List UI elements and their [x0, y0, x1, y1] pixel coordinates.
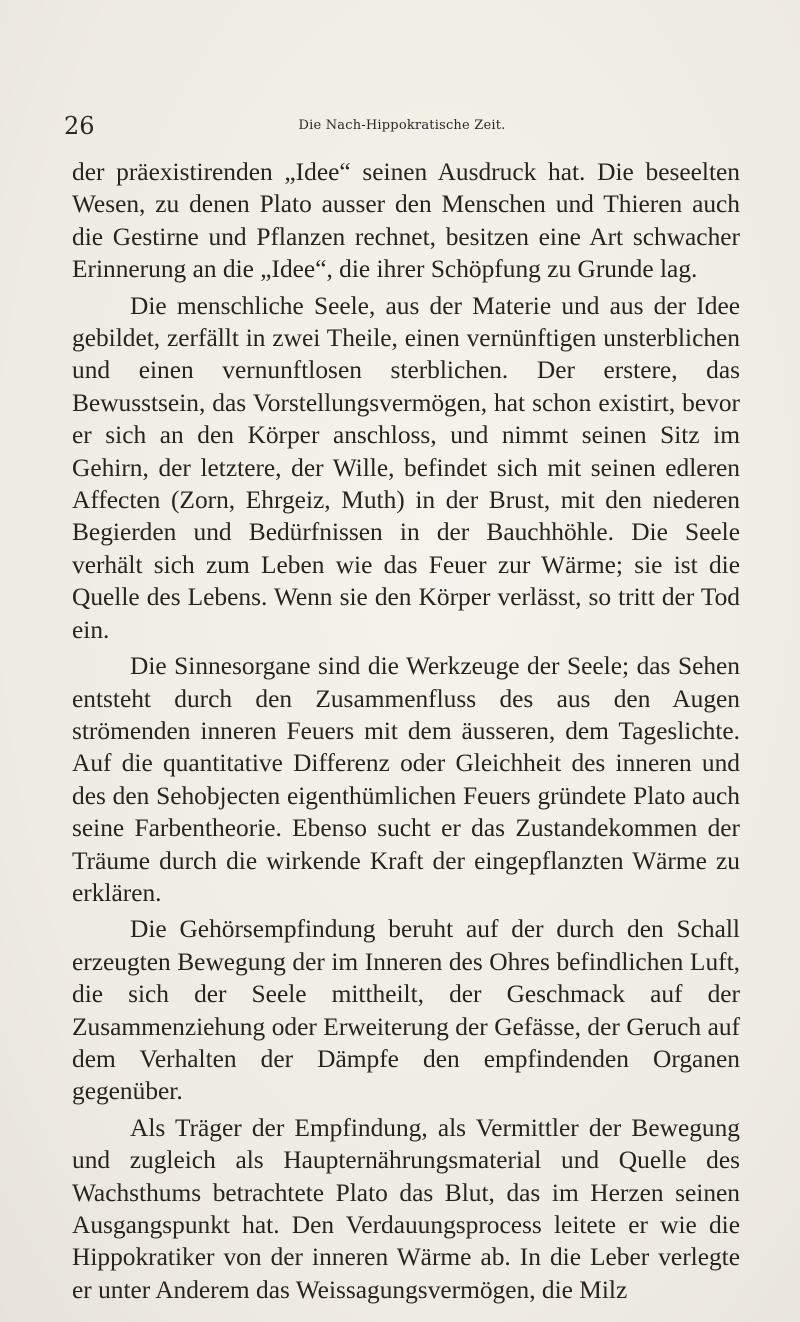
paragraph-5: Als Träger der Empfindung, als Vermittler der Bewegung und zugleich als Haupternährungsmaterial und Quelle des Wachsthums betrachtete Plato das Blut, das im Herzen seinen Ausgangspunkt hat. Den Verdauungsprocess leitete er wie die Hippokratiker von der inneren Wärme ab. In die Leber verlegte er unter Anderem das Weissagungsvermögen, die Milz: [72, 1113, 740, 1304]
paragraph-1: der präexistirenden „Idee“ seinen Ausdruck hat. Die beseelten Wesen, zu denen Plato ausser den Menschen und Thieren auch die Gestirne und Pflanzen rechnet, besitzen eine Art schwacher Erinnerung an die „Idee“, die ihrer Schöpfung zu Grunde lag.: [72, 158, 740, 284]
paragraph-4: Die Gehörsempfindung beruht auf der durch den Schall erzeugten Bewegung der im Inneren des Ohres befindlichen Luft, die sich der Seele mittheilt, der Geschmack auf der Zusammenziehung oder Erweiterung der Gefässe, der Geruch auf dem Verhalten der Dämpfe den empfindenden Organen gegenüber.: [72, 915, 740, 1106]
paragraph-3: Die Sinnesorgane sind die Werkzeuge der Seele; das Sehen entsteht durch den Zusammenfluss des aus den Augen strömenden inneren Feuers mit dem äusseren, dem Tageslichte. Auf die quantitative Differenz oder Gleichheit des inneren und des den Sehobjecten eigenthümlichen Feuers gründete Plato auch seine Farbentheorie. Ebenso sucht er das Zustandekommen der Träume durch die wirkende Kraft der eingepflanzten Wärme zu erklären.: [72, 652, 740, 907]
body-text: [72, 156, 740, 1310]
paragraph-2: Die menschliche Seele, aus der Materie und aus der Idee gebildet, zerfällt in zwei Theile, einen vernünftigen unsterblichen und einen vernunftlosen sterblichen. Der erstere, das Bewusstsein, das Vorstellungsvermögen, hat schon existirt, bevor er sich an den Körper anschloss, und nimmt seinen Sitz im Gehirn, der letztere, der Wille, befindet sich mit seinen edleren Affecten (Zorn, Ehrgeiz, Muth) in der Brust, mit den niederen Begierden und Bedürfnissen in der Bauchhöhle. Die Seele verhält sich zum Leben wie das Feuer zur Wärme; sie ist die Quelle des Lebens. Wenn sie den Körper verlässt, so tritt der Tod ein.: [72, 291, 740, 644]
running-title: Die Nach-Hippokratische Zeit.: [298, 118, 506, 133]
page-number: 26: [64, 112, 95, 140]
page-header: [64, 112, 740, 142]
